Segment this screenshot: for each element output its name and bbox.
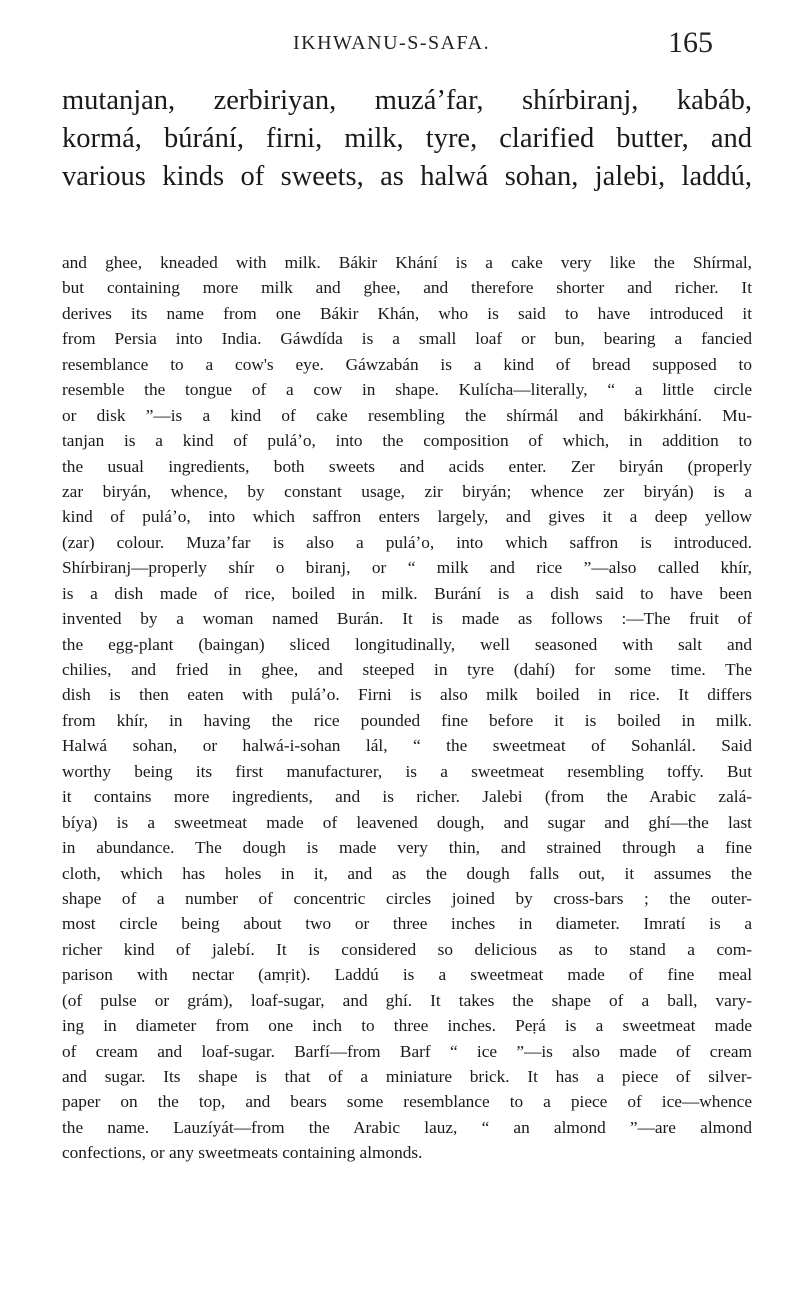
footnote-line: worthy being its first manufacturer, is a sweetmeat resembling toffy. But bbox=[62, 761, 752, 781]
footnote-line: (of pulse or grám), loaf-sugar, and ghí. It takes the shape of a ball, vary- bbox=[62, 990, 752, 1010]
footnote-line: kind of puláʼo, into which saffron enters largely, and gives it a deep yellow bbox=[62, 507, 752, 527]
main-text-line: mutanjan, zerbiriyan, muzáʼfar, shírbiranj, kabáb, bbox=[62, 85, 752, 116]
footnote-line: resemblance to a cow's eye. Gáwzabán is a kind of bread supposed to bbox=[62, 354, 752, 374]
main-text-line: kormá, búrání, firni, milk, tyre, clarified butter, and bbox=[62, 123, 752, 154]
running-title: IKHWANU-S-SAFA. bbox=[293, 32, 491, 54]
main-text bbox=[62, 82, 752, 196]
footnote-line: from khír, in having the rice pounded fine before it is boiled in milk. bbox=[62, 710, 752, 730]
footnote-line: derives its name from one Bákir Khán, who is said to have introduced it bbox=[62, 303, 752, 323]
footnote-line: is a dish made of rice, boiled in milk. Burání is a dish said to have been bbox=[62, 583, 752, 603]
footnote-line: most circle being about two or three inches in diameter. Imratí is a bbox=[62, 914, 752, 934]
footnote-line: shape of a number of concentric circles joined by cross-bars ; the outer- bbox=[62, 888, 752, 908]
footnote-line: invented by a woman named Burán. It is made as follows :—The fruit of bbox=[62, 609, 752, 629]
footnote-line: and sugar. Its shape is that of a miniature brick. It has a piece of silver- bbox=[62, 1067, 752, 1086]
footnote-line: the egg-plant (baingan) sliced longitudinally, well seasoned with salt and bbox=[62, 634, 752, 654]
footnote-line: ing in diameter from one inch to three inches. Peṛá is a sweetmeat made bbox=[62, 1016, 752, 1036]
footnote-line: paper on the top, and bears some resemblance to a piece of ice—whence bbox=[62, 1092, 752, 1112]
footnote-line: Shírbiranj—properly shír o biranj, or “ milk and rice ”—also called khír, bbox=[62, 558, 752, 578]
footnote-line: in abundance. The dough is made very thin, and strained through a fine bbox=[62, 838, 752, 858]
footnote-line: chilies, and fried in ghee, and steeped in tyre (dahí) for some time. The bbox=[62, 660, 752, 679]
footnote-line: the name. Lauzíyát—from the Arabic lauz, “ an almond ”—are almond bbox=[62, 1117, 752, 1137]
footnote-line: richer kind of jalebí. It is considered so delicious as to stand a com- bbox=[62, 939, 752, 959]
footnote-line: resemble the tongue of a cow in shape. Kulícha—literally, “ a little circle bbox=[62, 380, 752, 400]
footnote-line: bíya) is a sweetmeat made of leavened dough, and sugar and ghí—the last bbox=[62, 812, 752, 832]
footnote-line: dish is then eaten with puláʼo. Firni is also milk boiled in rice. It differs bbox=[62, 685, 752, 705]
footnote-line: it contains more ingredients, and is richer. Jalebi (from the Arabic zalá- bbox=[62, 787, 752, 807]
footnote bbox=[62, 250, 752, 1166]
footnote-line: the usual ingredients, both sweets and acids enter. Zer biryán (properly bbox=[62, 456, 752, 476]
footnote-line: from Persia into India. Gáwdída is a small loaf or bun, bearing a fancied bbox=[62, 329, 752, 349]
footnote-line: (zar) colour. Muzaʼfar is also a puláʼo, into which saffron is introduced. bbox=[62, 532, 752, 552]
footnote-line: cloth, which has holes in it, and as the dough falls out, it assumes the bbox=[62, 863, 752, 883]
footnote-line: or disk ”—is a kind of cake resembling the shírmál and bákirkhání. Mu- bbox=[62, 405, 752, 425]
footnote-line: and ghee, kneaded with milk. Bákir Khání is a cake very like the Shírmal, bbox=[62, 253, 752, 272]
footnote-line: Halwá sohan, or halwá-i-sohan lál, “ the sweetmeat of Sohanlál. Said bbox=[62, 736, 752, 756]
footnote-line: but containing more milk and ghee, and therefore shorter and richer. It bbox=[62, 278, 752, 298]
footnote-line: tanjan is a kind of puláʼo, into the composition of which, in addition to bbox=[62, 431, 752, 451]
footnote-line: zar biryán, whence, by constant usage, zir biryán; whence zer biryán) is a bbox=[62, 481, 752, 501]
page-number: 165 bbox=[668, 26, 713, 59]
main-text-line: various kinds of sweets, as halwá sohan, jalebi, laddú, bbox=[62, 161, 752, 192]
footnote-line: confections, or any sweetmeats containing almonds. bbox=[62, 1143, 423, 1163]
running-head bbox=[0, 24, 800, 64]
footnote-line: of cream and loaf-sugar. Barfí—from Barf “ ice ”—is also made of cream bbox=[62, 1041, 752, 1061]
footnote-line: parison with nectar (amṛit). Laddú is a sweetmeat made of fine meal bbox=[62, 965, 752, 985]
